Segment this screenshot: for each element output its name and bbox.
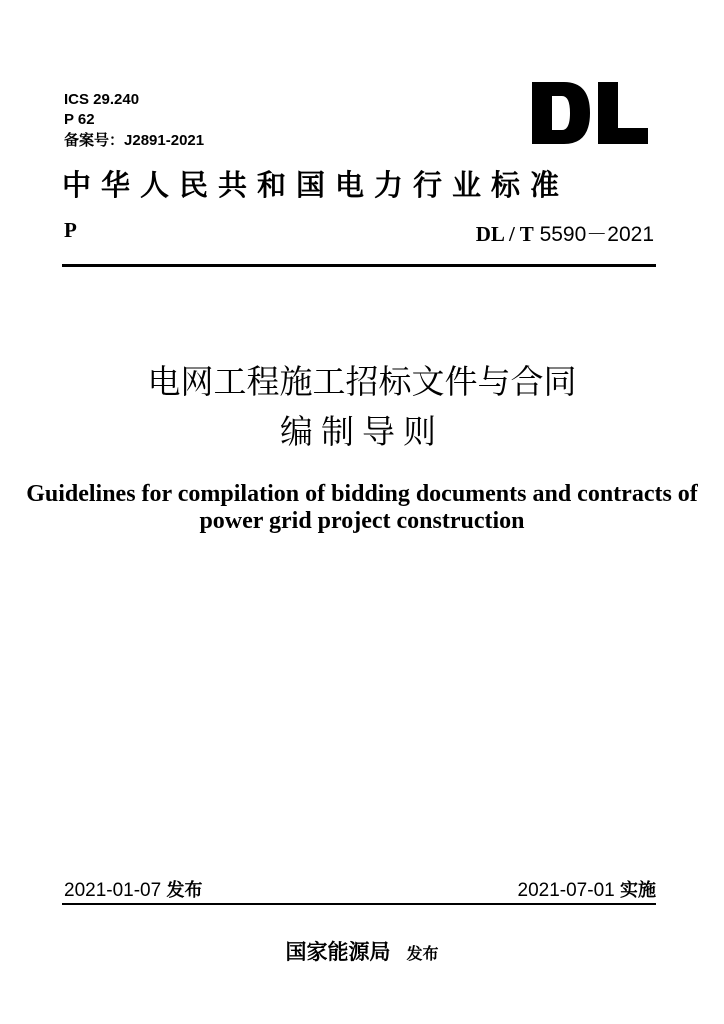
implement-date-line (518, 876, 656, 902)
issue-date: 2021-01-07 (64, 880, 162, 901)
top-divider (62, 264, 656, 267)
standard-code (476, 218, 654, 248)
record-number-line (64, 130, 204, 151)
title-english: Guidelines for compilation of bidding documents and contracts of power grid project construction (26, 481, 698, 534)
title-chinese-line1: 电网工程施工招标文件与合同 (147, 362, 577, 401)
standard-prefix: DL / T (475, 222, 534, 246)
issuer-action: 发布 (406, 944, 439, 963)
title-chinese-line2: 编制导则 (280, 412, 444, 451)
bottom-divider (62, 903, 656, 905)
dl-logo (526, 78, 656, 148)
standard-category-banner: 中华人民共和国电力行业标准 (62, 168, 570, 202)
issue-date-line (64, 876, 202, 902)
record-number: J2891-2021 (124, 132, 205, 149)
ccs-code: P 62 (64, 111, 95, 128)
record-label: 备案号： (64, 131, 125, 149)
ics-code: ICS 29.240 (64, 91, 140, 108)
issue-label: 发布 (166, 880, 203, 901)
implement-label: 实施 (620, 880, 656, 901)
issuer-line (0, 936, 724, 966)
category-letter: P (64, 218, 77, 242)
issuer-org: 国家能源局 (285, 939, 391, 964)
standard-number: 5590－2021 (539, 223, 654, 246)
standard-codes (64, 90, 204, 151)
implement-date: 2021-07-01 (517, 880, 615, 901)
